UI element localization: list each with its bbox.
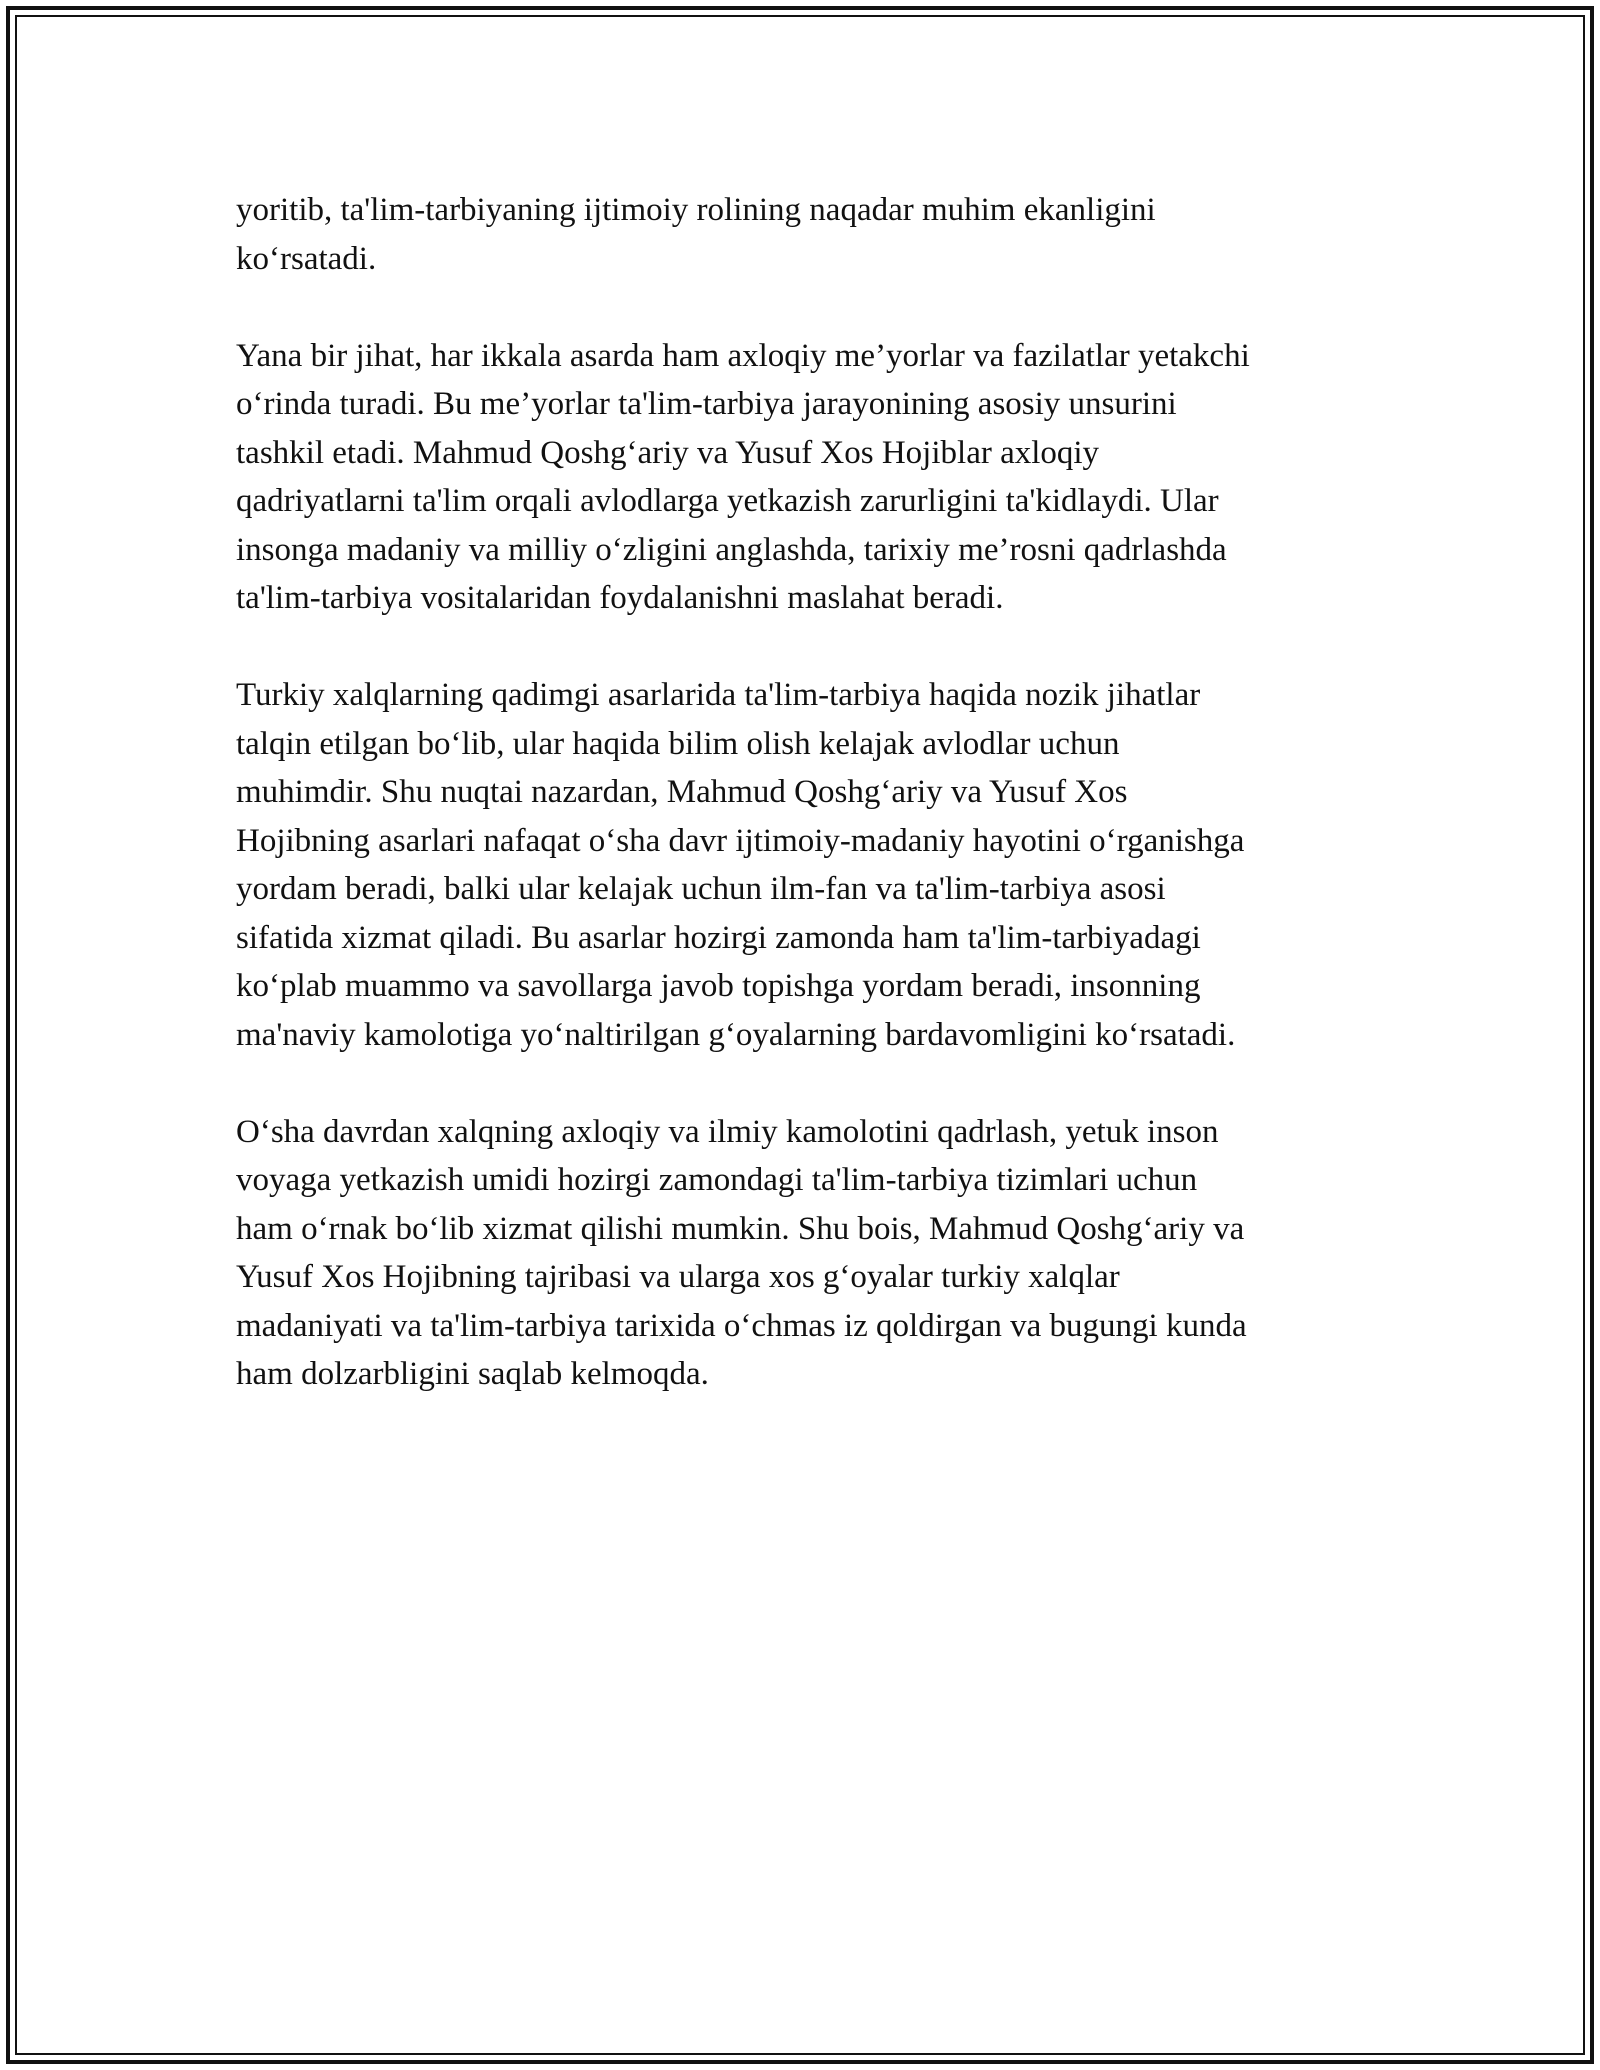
text-line: ham dolzarbligini saqlab kelmoqda. — [236, 1356, 709, 1392]
text-line: Turkiy xalqlarning qadimgi asarlarida ta'lim-tarbiya haqida nozik jihatlar — [236, 677, 1201, 713]
paragraph-4 — [236, 1108, 1376, 1399]
document-body — [236, 186, 1376, 1399]
text-line: madaniyati va ta'lim-tarbiya tarixida o‘chmas iz qoldirgan va bugungi kunda — [236, 1307, 1247, 1344]
text-line: talqin etilgan bo‘lib, ular haqida bilim olish kelajak avlodlar uchun — [236, 725, 1120, 762]
text-line: Hojibning asarlari nafaqat o‘sha davr ijtimoiy-madaniy hayotini o‘rganishga — [236, 822, 1245, 859]
text-line: sifatida xizmat qiladi. Bu asarlar hozirgi zamonda ham ta'lim-tarbiyadagi — [236, 919, 1201, 956]
text-line: ma'naviy kamolotiga yo‘naltirilgan g‘oyalarning bardavomligini ko‘rsatadi. — [236, 1016, 1236, 1053]
text-line: ta'lim-tarbiya vositalaridan foydalanishni maslahat beradi. — [236, 580, 1004, 616]
text-line: voyaga yetkazish umidi hozirgi zamondagi ta'lim-tarbiya tizimlari uchun — [236, 1162, 1198, 1198]
text-line: Yusuf Xos Hojibning tajribasi va ularga xos g‘oyalar turkiy xalqlar — [236, 1259, 1120, 1295]
text-line: Yana bir jihat, har ikkala asarda ham axloqiy me’yorlar va fazilatlar yetakchi — [236, 337, 1250, 374]
paragraph-3 — [236, 671, 1376, 1059]
text-line: o‘rinda turadi. Bu me’yorlar ta'lim-tarbiya jarayonining asosiy unsurini — [236, 386, 1177, 422]
text-line: ham o‘rnak bo‘lib xizmat qilishi mumkin. Shu bois, Mahmud Qoshg‘ariy va — [236, 1210, 1245, 1247]
paragraph-1 — [236, 186, 1376, 283]
text-line: O‘sha davrdan xalqning axloqiy va ilmiy kamolotini qadrlash, yetuk inson — [236, 1113, 1219, 1150]
paragraph-2 — [236, 332, 1376, 623]
text-line: muhimdir. Shu nuqtai nazardan, Mahmud Qoshg‘ariy va Yusuf Xos — [236, 774, 1128, 810]
text-line: insonga madaniy va milliy o‘zligini anglashda, tarixiy me’rosni qadrlashda — [236, 531, 1227, 568]
text-line: qadriyatlarni ta'lim orqali avlodlarga yetkazish zarurligini ta'kidlaydi. Ular — [236, 483, 1219, 519]
text-line: yoritib, ta'lim-tarbiyaning ijtimoiy rolining naqadar muhim ekanligini — [236, 192, 1156, 228]
text-line: ko‘rsatadi. — [236, 240, 377, 277]
text-line: yordam beradi, balki ular kelajak uchun ilm-fan va ta'lim-tarbiya asosi — [236, 871, 1166, 907]
text-line: tashkil etadi. Mahmud Qoshg‘ariy va Yusuf Xos Hojiblar axloqiy — [236, 434, 1100, 471]
text-line: ko‘plab muammo va savollarga javob topishga yordam beradi, insonning — [236, 968, 1201, 1004]
